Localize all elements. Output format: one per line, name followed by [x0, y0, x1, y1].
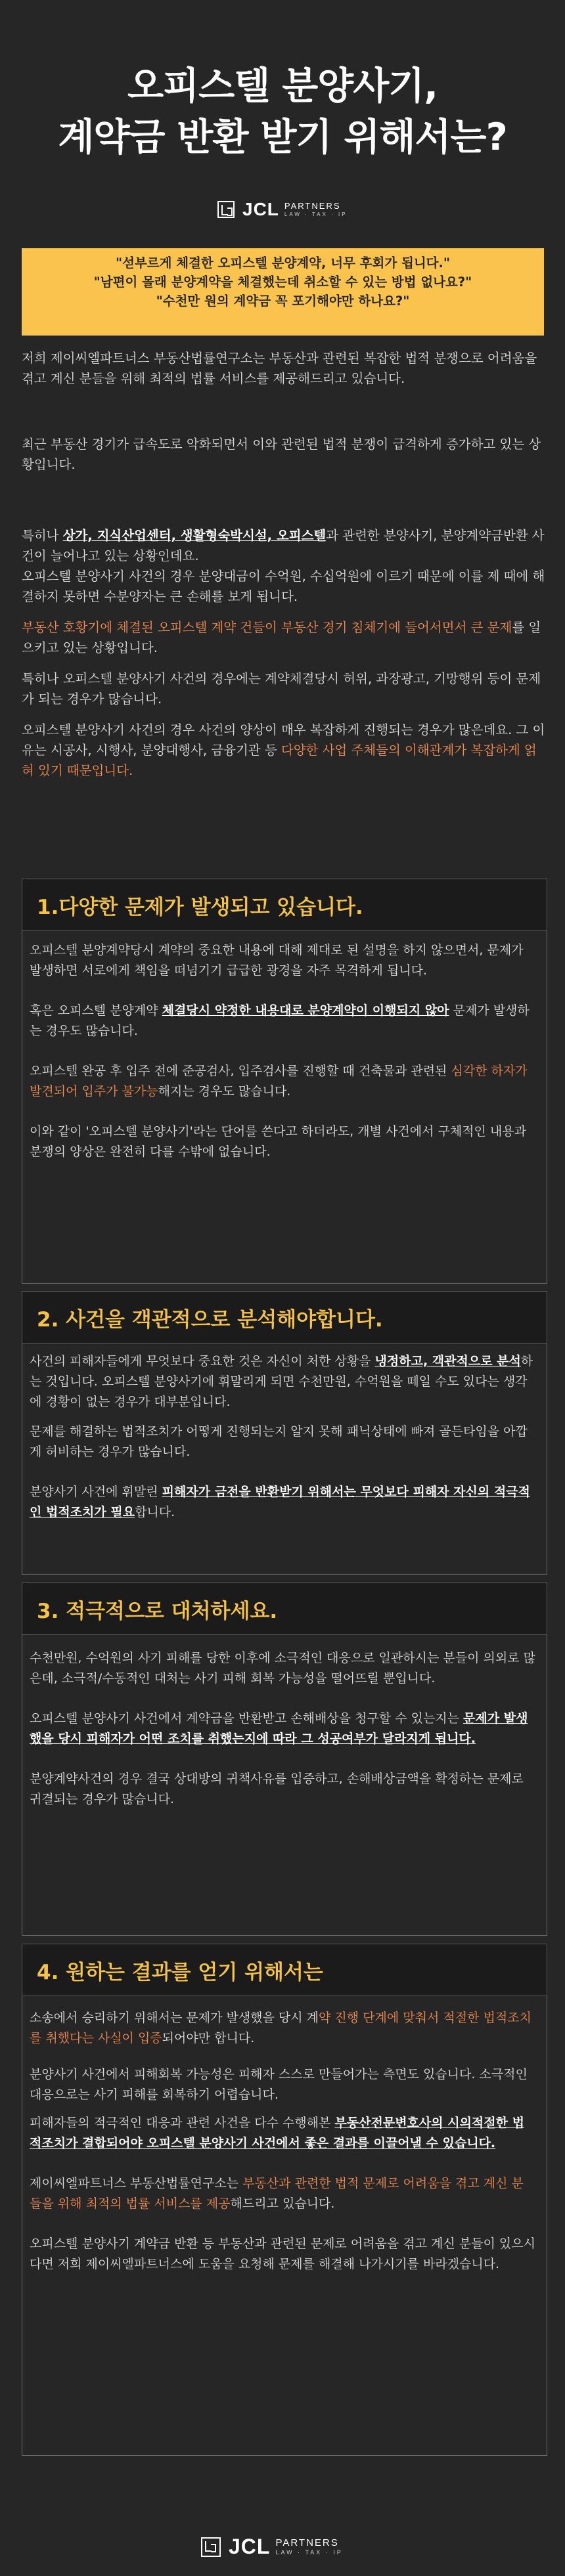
logo-subtitle: LAW · TAX · IP	[284, 211, 348, 217]
jcl-mark-icon	[217, 201, 235, 218]
s1-paragraph-1: 오피스텔 분양계약당시 계약의 중요한 내용에 대해 제대로 된 설명을 하지 않으면서, 문제가 발생하면 서로에게 책임을 떠넘기기 급급한 광경을 자주 목격하게 됩니다.	[30, 943, 524, 978]
s4-paragraph-3: 피해자들의 적극적인 대응과 관련 사건을 다수 수행해본 부동산전문변호사의 시의적절한 법적조치가 결합되어야 오피스텔 분양사기 사건에서 좋은 결과를 이끌어낼 수 있습니다.	[30, 2116, 524, 2150]
section-1-body	[30, 940, 535, 1182]
intro-paragraph-6: 특히나 오피스텔 분양사기 사건의 경우에는 계약체결당시 허위, 과장광고, 기망행위 등이 문제가 되는 경우가 많습니다.	[22, 671, 541, 707]
title-line-2: 계약금 반환 받기 위해서는?	[58, 116, 507, 159]
logo-brand: JCL	[242, 199, 279, 219]
section-3-body	[30, 1648, 535, 1829]
s2-paragraph-1: 사건의 피해자들에게 무엇보다 중요한 것은 자신이 처한 상황을 냉정하고, 객관적으로 분석하는 것입니다. 오피스텔 분양사기에 휘말리게 되면 수천만원, 수억원을 떼일 수도 있다는 생각에 경황이 없는 경우가 대부분입니다.	[30, 1354, 533, 1409]
intro-paragraph-3: 특히나 상가, 지식산업센터, 생활형숙박시설, 오피스텔과 관련한 분양사기, 분양계약금반환 사건이 늘어나고 있는 상황인데요.	[22, 528, 545, 563]
s4-paragraph-2: 분양사기 사건에서 피해회복 가능성은 피해자 스스로 만들어가는 측면도 있습니다. 소극적인 대응으로는 사기 피해를 회복하기 어렵습니다.	[30, 2067, 528, 2102]
intro-highlight-2: 다양한 사업 주체들의 이해관계가 복잡하게 얽혀 있기 때문입니다.	[22, 743, 537, 778]
logo-partners: PARTNERS	[284, 201, 341, 211]
intro-paragraph-4: 오피스텔 분양사기 사건의 경우 분양대금이 수억원, 수십억원에 이르기 때문에 이를 제 때에 해결하지 못하면 수분양자는 큰 손해를 보게 됩니다.	[22, 569, 545, 604]
s4-paragraph-5: 오피스텔 분양사기 계약금 반환 등 부동산과 관련된 문제로 어려움을 겪고 계신 분들이 있으시다면 저희 제이씨엘파트너스에 도움을 요청해 문제를 해결해 나가시기를 바라겠습니다.	[30, 2237, 535, 2271]
property-types: 상가, 지식산업센터, 생활형숙박시설, 오피스텔	[62, 528, 327, 543]
intro-highlight-1: 부동산 호황기에 체결된 오피스텔 계약 건들이 부동산 경기 침체기에 들어서면서 큰 문제	[22, 620, 512, 635]
jcl-mark-icon	[201, 2537, 221, 2557]
s3-paragraph-2: 오피스텔 분양사기 사건에서 계약금을 반환받고 손해배상을 청구할 수 있는지는 문제가 발생했을 당시 피해자가 어떤 조치를 취했는지에 따라 그 성공여부가 달라지게 됩니다.	[30, 1711, 528, 1746]
s4-paragraph-4: 제이씨엘파트너스 부동산법률연구소는 부동산과 관련한 법적 문제로 어려움을 겪고 계신 분들을 위해 최적의 법률 서비스를 제공해드리고 있습니다.	[30, 2176, 524, 2211]
logo-subtitle: LAW · TAX · IP	[275, 2549, 343, 2556]
s2-paragraph-3: 분양사기 사건에 휘말린 피해자가 금전을 반환받기 위해서는 무엇보다 피해자 자신의 적극적인 법적조치가 필요합니다.	[30, 1485, 530, 1519]
section-4-heading: 4. 원하는 결과를 얻기 위해서는	[22, 1944, 547, 1996]
s1-paragraph-2: 혹은 오피스텔 분양계약 체결당시 약정한 내용대로 분양계약이 이행되지 않아 문제가 발생하는 경우도 많습니다.	[30, 1003, 530, 1038]
title-line-1: 오피스텔 분양사기,	[127, 64, 438, 108]
jcl-logo-top	[217, 199, 348, 220]
quote-3: "수천만 원의 계약금 꼭 포기해야만 하나요?"	[156, 294, 410, 309]
section-4-body	[30, 2008, 535, 2294]
quote-1: "섣부르게 체결한 오피스텔 분양계약, 너무 후회가 됩니다."	[115, 255, 451, 271]
intro-paragraph-5: 부동산 호황기에 체결된 오피스텔 계약 건들이 부동산 경기 침체기에 들어서면서 큰 문제를 일으키고 있는 상황입니다.	[22, 620, 541, 655]
jcl-logo-bottom	[201, 2535, 343, 2559]
s4-paragraph-1: 소송에서 승리하기 위해서는 문제가 발생했을 당시 계약 진행 단계에 맞춰서 적절한 법적조치를 취했다는 사실이 입증되어야만 합니다.	[30, 2011, 531, 2045]
s3-paragraph-1: 수천만원, 수억원의 사기 피해를 당한 이후에 소극적인 대응으로 일관하시는 분들이 의외로 많은데, 소극적/수동적인 대처는 사기 피해 회복 가능성을 떨어뜨릴 뿐입니다.	[30, 1651, 535, 1686]
section-1-heading: 1.다양한 문제가 발생되고 있습니다.	[22, 879, 547, 931]
section-3-heading: 3. 적극적으로 대처하세요.	[22, 1583, 547, 1635]
s3-paragraph-3: 분양계약사건의 경우 결국 상대방의 귀책사유를 입증하고, 손해배상금액을 확정하는 문제로 귀결되는 경우가 많습니다.	[30, 1772, 524, 1806]
quote-2: "남편이 몰래 분양계약을 체결했는데 취소할 수 있는 방법 없나요?"	[93, 274, 472, 290]
section-2-body	[30, 1351, 535, 1542]
s1-paragraph-4: 이와 같이 '오피스텔 분양사기'라는 단어를 쓴다고 하더라도, 개별 사건에서 구체적인 내용과 분쟁의 양상은 완전히 다를 수밖에 없습니다.	[30, 1124, 526, 1159]
logo-brand: JCL	[229, 2535, 271, 2558]
intro-paragraph-7: 오피스텔 분양사기 사건의 경우 사건의 양상이 매우 복잡하게 진행되는 경우가 많은데요. 그 이유는 시공사, 시행사, 분양대행사, 금융기관 등 다양한 사업 주체들의 이해관계가 복잡하게 얽혀 있기 때문입니다.	[22, 722, 545, 778]
intro-paragraph-2: 최근 부동산 경기가 급속도로 악화되면서 이와 관련된 법적 분쟁이 급격하게 증가하고 있는 상황입니다.	[22, 437, 541, 472]
logo-partners: PARTNERS	[275, 2537, 339, 2548]
intro-paragraph-1: 저희 제이씨엘파트너스 부동산법률연구소는 부동산과 관련된 복잡한 법적 분쟁으로 어려움을 겪고 계신 분들을 위해 최적의 법률 서비스를 제공해드리고 있습니다.	[22, 351, 537, 386]
section-2-heading: 2. 사건을 객관적으로 분석해야합니다.	[22, 1291, 547, 1343]
s2-paragraph-2: 문제를 해결하는 법적조치가 어떻게 진행되는지 알지 못해 패닉상태에 빠져 골든타임을 아깝게 허비하는 경우가 많습니다.	[30, 1424, 528, 1459]
s1-paragraph-3: 오피스텔 완공 후 입주 전에 준공검사, 입주검사를 진행할 때 건축물과 관련된 심각한 하자가 발견되어 입주가 불가능해지는 경우도 많습니다.	[30, 1064, 528, 1099]
quote-banner	[22, 248, 544, 336]
page-title	[0, 60, 565, 163]
